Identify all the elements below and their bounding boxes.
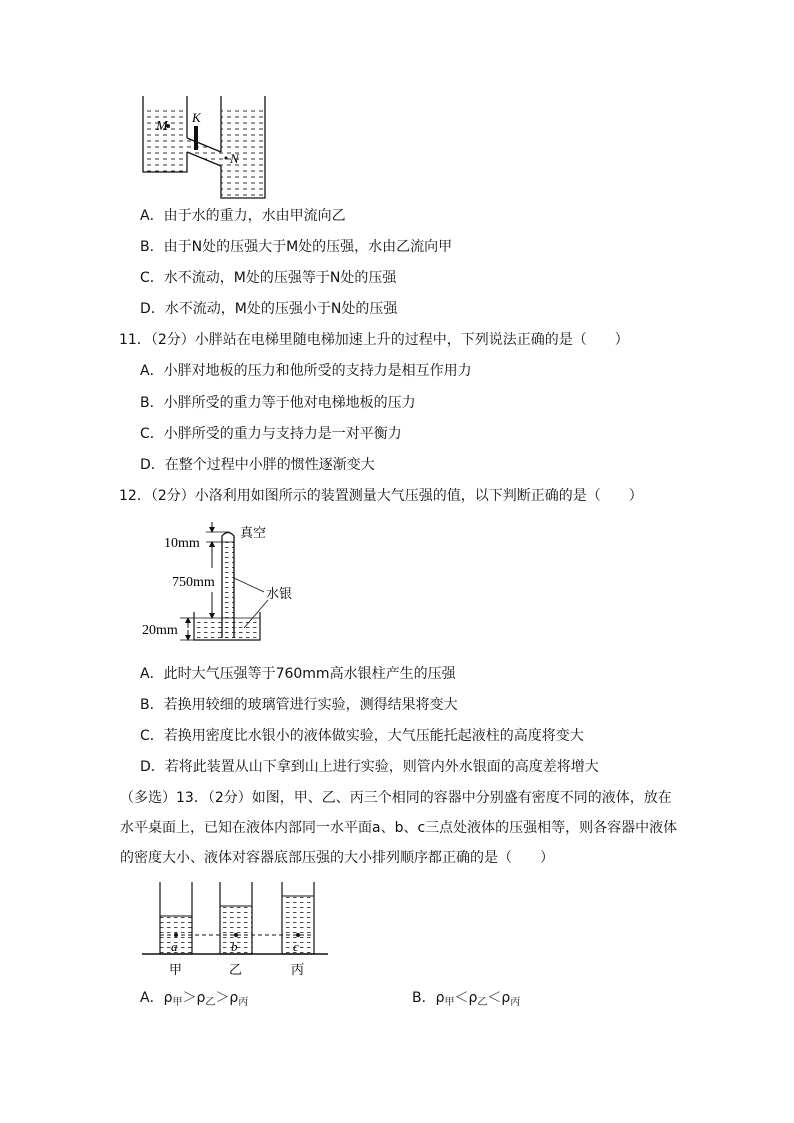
q10-option-d: D．水不流动，M处的压强小于N处的压强 — [140, 301, 398, 317]
q13-option-a-op1: ＞ρ — [182, 990, 206, 1006]
q12-option-a: A．此时大气压强等于760mm高水银柱产生的压强 — [140, 666, 456, 682]
point-a — [174, 933, 178, 937]
pipe-water — [187, 138, 221, 166]
q13-option-a — [140, 988, 248, 1013]
figure-torricelli — [140, 520, 310, 650]
q10-option-b: B．由于N处的压强大于M处的压强，水由乙流向甲 — [140, 239, 453, 255]
q13-stem: （多选）13．（2分）如图，甲、乙、丙三个相同的容器中分别盛有密度不同的液体，放在水平桌面上，已知在液体内部同一水平面a、b、c三点处液体的压强相等，则各容器中液体的密度大小、液体对容器底部压强的大小排列顺序都正确的是（ ） — [120, 790, 678, 866]
q13-option-b-sub3: 丙 — [510, 997, 521, 1008]
valve-k — [194, 126, 198, 150]
label-a: a — [171, 939, 178, 954]
q13-option-b-op2: ＜ρ — [487, 990, 511, 1006]
q10-option-c: C．水不流动，M处的压强等于N处的压强 — [140, 270, 397, 286]
label-m: M — [156, 119, 168, 134]
point-c — [296, 933, 300, 937]
figure-three-containers — [138, 880, 338, 980]
label-bing: 丙 — [291, 963, 305, 978]
q13-option-a-sub1: 甲 — [172, 997, 183, 1008]
label-10mm: 10mm — [164, 536, 200, 551]
q13-option-a-prefix: A．ρ — [140, 990, 173, 1006]
q11-option-c: C．小胖所受的重力与支持力是一对平衡力 — [140, 426, 402, 442]
q12-option-c: C．若换用密度比水银小的液体做实验，大气压能托起液柱的高度将变大 — [140, 728, 584, 744]
label-750mm: 750mm — [172, 575, 215, 590]
q13-option-b-prefix: B．ρ — [412, 990, 445, 1006]
right-vessel-water — [221, 110, 265, 198]
label-c: c — [293, 939, 299, 954]
label-b: b — [231, 939, 238, 954]
q10-option-a: A．由于水的重力，水由甲流向乙 — [140, 208, 346, 224]
q13-option-b-op1: ＜ρ — [454, 990, 478, 1006]
label-k: K — [192, 110, 201, 125]
label-yi: 乙 — [229, 963, 243, 978]
q13-option-a-sub3: 丙 — [238, 997, 249, 1008]
point-n — [225, 157, 228, 160]
label-jia: 甲 — [169, 963, 183, 978]
q12-option-d: D．若将此装置从山下拿到山上进行实验，则管内外水银面的高度差将增大 — [140, 759, 599, 775]
q13-option-a-op2: ＞ρ — [215, 990, 239, 1006]
q11-option-b: B．小胖所受的重力等于他对电梯地板的压力 — [140, 395, 416, 411]
leader-mercury-tube — [234, 578, 264, 592]
label-n: N — [230, 151, 239, 166]
q13-option-b — [412, 988, 520, 1013]
label-vacuum: 真空 — [240, 526, 267, 541]
q11-option-d: D．在整个过程中小胖的惯性逐渐变大 — [140, 457, 375, 473]
q13-option-b-sub2: 乙 — [477, 997, 488, 1008]
label-20mm: 20mm — [142, 623, 178, 638]
q13-option-a-sub2: 乙 — [205, 997, 216, 1008]
q11-option-a: A．小胖对地板的压力和他所受的支持力是相互作用力 — [140, 363, 472, 379]
q13-option-b-sub1: 甲 — [444, 997, 455, 1008]
label-mercury: 水银 — [266, 587, 293, 602]
figure-connected-vessels — [138, 96, 268, 200]
q12-stem: 12．（2分）小洛利用如图所示的装置测量大气压强的值，以下判断正确的是（ ） — [119, 488, 643, 504]
q12-option-b: B．若换用较细的玻璃管进行实验，测得结果将变大 — [140, 697, 458, 713]
q11-stem: 11．（2分）小胖站在电梯里随电梯加速上升的过程中，下列说法正确的是（ ） — [119, 332, 629, 348]
point-b — [234, 933, 238, 937]
